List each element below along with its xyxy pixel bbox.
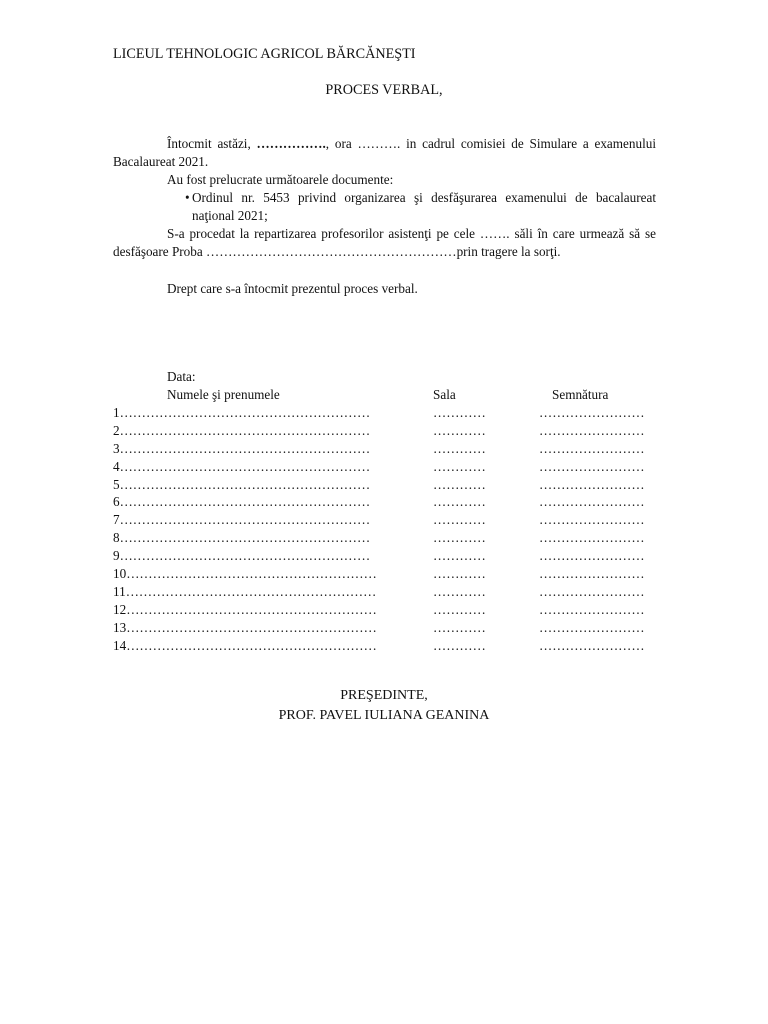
closing-paragraph: Drept care s-a întocmit prezentul proces verbal. (167, 281, 418, 296)
assignment-paragraph: S-a procedat la repartizarea profesorilor asistenţi pe cele ……. săli în care urmează să se desfăşoare Proba …………………………………………………prin tragere la sorţi. (113, 226, 656, 259)
table-row (113, 404, 673, 422)
table-row (113, 547, 673, 565)
row-sala: ………… (433, 601, 486, 617)
row-name: 8………………………………………………… (113, 530, 371, 546)
table-row (113, 565, 673, 583)
row-name: 1………………………………………………… (113, 405, 371, 420)
row-signature: …………………… (539, 440, 645, 456)
row-sala: ………… (433, 530, 486, 546)
row-name: 11………………………………………………… (113, 583, 377, 599)
column-header-name: Numele şi prenumele (167, 387, 280, 402)
row-name: 7………………………………………………… (113, 512, 371, 528)
table-row (113, 476, 673, 494)
column-header-signature: Semnătura (552, 387, 609, 402)
date-label: Data: (167, 369, 196, 384)
row-name: 10………………………………………………… (113, 566, 377, 582)
intro-text-end: , ora ………. in cadrul comisiei de Simulare a examenului Bacalaureat 2021. (113, 136, 657, 169)
table-row (113, 422, 673, 440)
row-name: 2………………………………………………… (113, 422, 371, 438)
table-row (113, 493, 673, 511)
row-signature: …………………… (539, 637, 645, 653)
bullet-marker: • (185, 190, 190, 205)
row-sala: ………… (433, 476, 486, 492)
president-name: PROF. PAVEL IULIANA GEANINA (278, 708, 490, 723)
row-sala: ………… (433, 548, 486, 564)
intro-paragraph (113, 135, 656, 171)
documents-intro: Au fost prelucrate următoarele documente: (167, 172, 394, 187)
row-sala: ………… (433, 512, 486, 528)
school-name: LICEUL TEHNOLOGIC AGRICOL BĂRCĂNEŞTI (113, 46, 416, 62)
table-row (113, 619, 673, 637)
row-sala: ………… (433, 619, 486, 635)
row-signature: …………………… (539, 422, 645, 438)
row-signature: …………………… (539, 566, 645, 582)
table-row (113, 511, 673, 529)
row-sala: ………… (433, 458, 486, 474)
president-role: PREŞEDINTE, (340, 688, 428, 703)
row-name: 14………………………………………………… (113, 637, 377, 653)
row-name: 3………………………………………………… (113, 440, 371, 456)
row-name: 6………………………………………………… (113, 494, 371, 510)
row-name: 9………………………………………………… (113, 548, 371, 564)
row-signature: …………………… (539, 619, 645, 635)
document-bullet (185, 189, 656, 225)
row-name: 13………………………………………………… (113, 619, 377, 635)
date-placeholder: ……………. (256, 136, 326, 151)
signature-table (113, 404, 673, 654)
intro-text-start: Întocmit astăzi, (167, 136, 257, 151)
row-signature: …………………… (539, 530, 645, 546)
row-sala: ………… (433, 440, 486, 456)
row-name: 5………………………………………………… (113, 476, 371, 492)
table-row (113, 583, 673, 601)
table-row (113, 529, 673, 547)
table-row (113, 637, 673, 655)
table-row (113, 440, 673, 458)
row-name: 4………………………………………………… (113, 458, 371, 474)
row-sala: ………… (433, 583, 486, 599)
row-signature: …………………… (539, 494, 645, 510)
row-signature: …………………… (539, 476, 645, 492)
row-sala: ………… (433, 494, 486, 510)
table-row (113, 458, 673, 476)
row-signature: …………………… (539, 405, 645, 420)
row-sala: ………… (433, 566, 486, 582)
table-row (113, 601, 673, 619)
row-signature: …………………… (539, 583, 645, 599)
row-signature: …………………… (539, 548, 645, 564)
document-title: PROCES VERBAL, (325, 82, 443, 98)
row-sala: ………… (433, 637, 486, 653)
row-signature: …………………… (539, 512, 645, 528)
column-header-sala: Sala (433, 387, 456, 402)
row-signature: …………………… (539, 458, 645, 474)
row-name: 12………………………………………………… (113, 601, 377, 617)
row-sala: ………… (433, 405, 486, 420)
bullet-text: Ordinul nr. 5453 privind organizarea şi desfăşurarea examenului de bacalaureat naţional 2021; (192, 190, 656, 223)
row-signature: …………………… (539, 601, 645, 617)
row-sala: ………… (433, 422, 486, 438)
